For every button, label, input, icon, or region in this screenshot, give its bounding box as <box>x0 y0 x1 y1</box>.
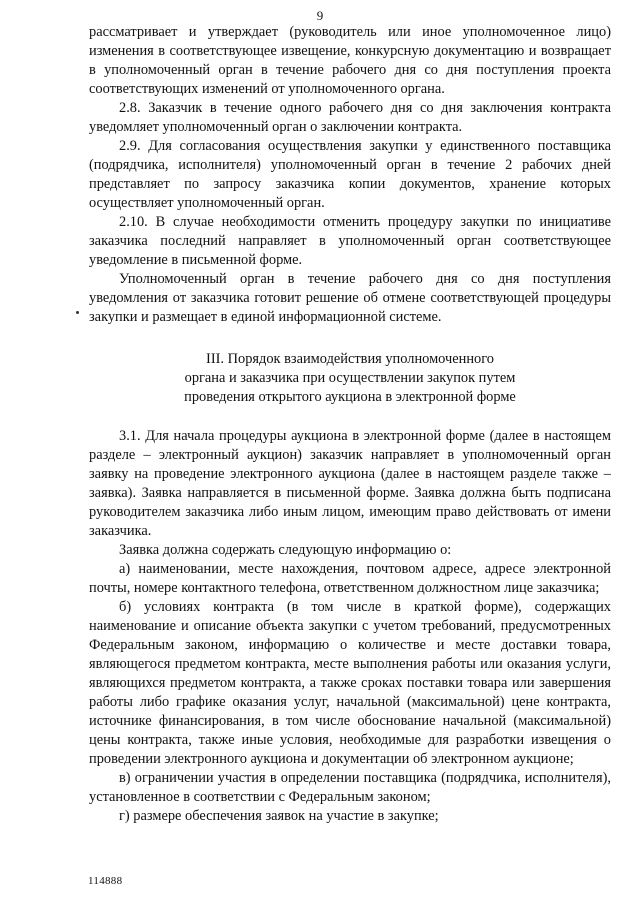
margin-mark <box>76 311 79 314</box>
list-item: г) размере обеспечения заявок на участие в закупке; <box>119 808 439 824</box>
document-code: 114888 <box>88 875 123 887</box>
paragraph: 2.9. Для согласования осуществления закупки у единственного поставщика (подрядчика, исполнителя) уполномоченный орган в течение 2 рабочих дней представляет по запросу заказчика копии документов, хранение которых осуществляет уполномоченный орган. <box>89 138 611 211</box>
section-heading-line: органа и заказчика при осуществлении закупок путем <box>184 370 516 386</box>
page-number: 9 <box>316 8 324 23</box>
document-body <box>89 23 611 826</box>
list-item: а) наименовании, месте нахождения, почтовом адресе, адресе электронной почты, номере контактного телефона, ответственном должностном лице заказчика; <box>89 561 611 596</box>
list-item: б) условиях контракта (в том числе в краткой форме), содержащих наименование и описание объекта закупки с учетом требований, предусмотренных Федеральным законом, информацию о количестве и месте доставки товара, являющегося предметом контракта, месте выполнения работы или оказания услуги, являющихся предметом контракта, а также сроках поставки товара или завершения работы либо графике оказания услуг, начальной (максимальной) цене контракта, источнике финансирования, в том числе обоснование начальной (максимальной) цены контракта, также иные условия, необходимые для разработки извещения о проведении электронного аукциона и документации об электронном аукционе; <box>89 599 611 767</box>
paragraph: 3.1. Для начала процедуры аукциона в электронной форме (далее в настоящем разделе – электронный аукцион) заказчик направляет в уполномоченный орган заявку на проведение электронного аукциона (далее в настоящем разделе также – заявка). Заявка направляется в письменной форме. Заявка должна быть подписана руководителем заказчика либо иным лицом, имеющим право действовать от имени заказчика. <box>89 428 611 539</box>
paragraph: 2.8. Заказчик в течение одного рабочего дня со дня заключения контракта уведомляет уполномоченный орган о заключении контракта. <box>89 100 611 135</box>
section-heading-line: проведения открытого аукциона в электронной форме <box>184 389 516 405</box>
list-item: в) ограничении участия в определении поставщика (подрядчика, исполнителя), установленное в соответствии с Федеральным законом; <box>89 770 611 805</box>
paragraph: рассматривает и утверждает (руководитель или иное уполномоченное лицо) изменения в соответствующее извещение, конкурсную документацию и возвращает в уполномоченный орган в течение рабочего дня со дня поступления проекта соответствующих изменений от уполномоченного органа. <box>89 24 611 97</box>
paragraph: 2.10. В случае необходимости отменить процедуру закупки по инициативе заказчика последний направляет в уполномоченный орган соответствующее уведомление в письменной форме. <box>89 214 611 268</box>
paragraph: Уполномоченный орган в течение рабочего дня со дня поступления уведомления от заказчика готовит решение об отмене соответствующей процедуры закупки и размещает в единой информационной системе. <box>89 271 611 325</box>
section-heading-line: III. Порядок взаимодействия уполномоченного <box>206 351 494 367</box>
paragraph: Заявка должна содержать следующую информацию о: <box>119 542 452 558</box>
section-heading <box>89 350 611 407</box>
